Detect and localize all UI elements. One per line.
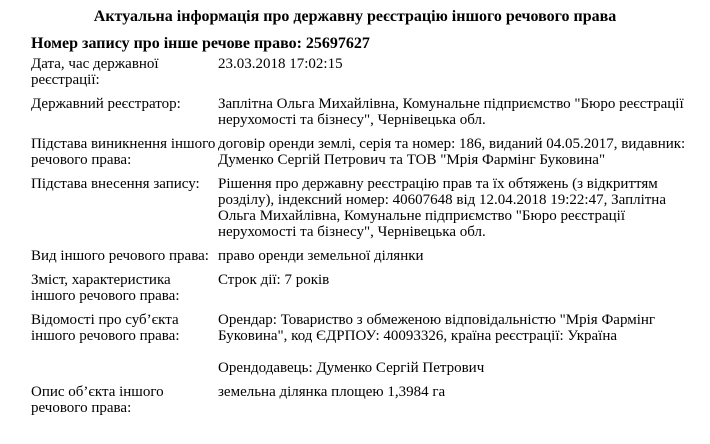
row-label: Підстава внесення запису:	[31, 176, 200, 192]
row-label: Вид іншого речового права:	[31, 248, 209, 264]
right-type-value: право оренди земельної ділянки	[218, 248, 424, 264]
registration-datetime: 23.03.2018 17:02:15	[218, 56, 343, 72]
right-content-value: Строк дії: 7 років	[218, 272, 330, 288]
row-entry-basis	[31, 176, 706, 240]
row-value	[218, 56, 706, 88]
object-description-value: земельна ділянка площею 1,3984 га	[218, 384, 446, 400]
row-right-content	[31, 272, 706, 304]
registry-details	[31, 56, 706, 424]
row-value	[218, 96, 706, 128]
page-title: Актуальна інформація про державну реєстрацію іншого речового права	[93, 8, 617, 25]
row-label: Відомості про суб’єкта іншого речового права:	[31, 312, 180, 344]
row-label: Зміст, характеристика іншого речового права:	[31, 272, 180, 304]
row-value	[218, 384, 706, 416]
registrar-value: Заплітна Ольга Михайлівна, Комунальне підприємство "Бюро реєстрації нерухомості та бізнесу", Чернівецька обл.	[218, 96, 684, 128]
right-basis-value: договір оренди землі, серія та номер: 186, виданий 04.05.2017, видавник: Думенко Сергій Петрович та ТОВ "Мрія Фармінг Буковина"	[218, 136, 686, 168]
row-right-basis	[31, 136, 706, 168]
row-label: Дата, час державної реєстрації:	[31, 56, 159, 88]
landlord-value: Орендодавець: Думенко Сергій Петрович	[218, 360, 485, 376]
row-value	[218, 272, 706, 304]
row-label: Державний реєстратор:	[31, 96, 181, 112]
row-registration-date	[31, 56, 706, 88]
row-label: Підстава виникнення іншого речового права:	[31, 136, 216, 168]
row-value	[218, 248, 706, 264]
entry-basis-value: Рішення про державну реєстрацію прав та їх обтяжень (з відкриттям розділу), індексний номер: 40607648 від 12.04.2018 19:22:47, Заплітна Ольга Михайлівна, Комунальне підприємство "Бюро реєстрації нерухомості та бізнесу", Чернівецька обл.	[218, 176, 666, 240]
row-object-description	[31, 384, 706, 416]
row-right-type	[31, 248, 706, 264]
row-right-subjects	[31, 312, 706, 376]
tenant-value: Орендар: Товариство з обмеженою відповідальністю "Мрія Фармінг Буковина", код ЄДРПОУ: 40093326, країна реєстрації: Україна	[218, 312, 656, 344]
row-registrar	[31, 96, 706, 128]
row-label: Опис об’єкта іншого речового права:	[31, 384, 164, 416]
record-number: Номер запису про інше речове право: 25697627	[31, 35, 370, 52]
row-value	[218, 136, 706, 168]
row-value	[218, 176, 706, 240]
row-value	[218, 312, 706, 376]
